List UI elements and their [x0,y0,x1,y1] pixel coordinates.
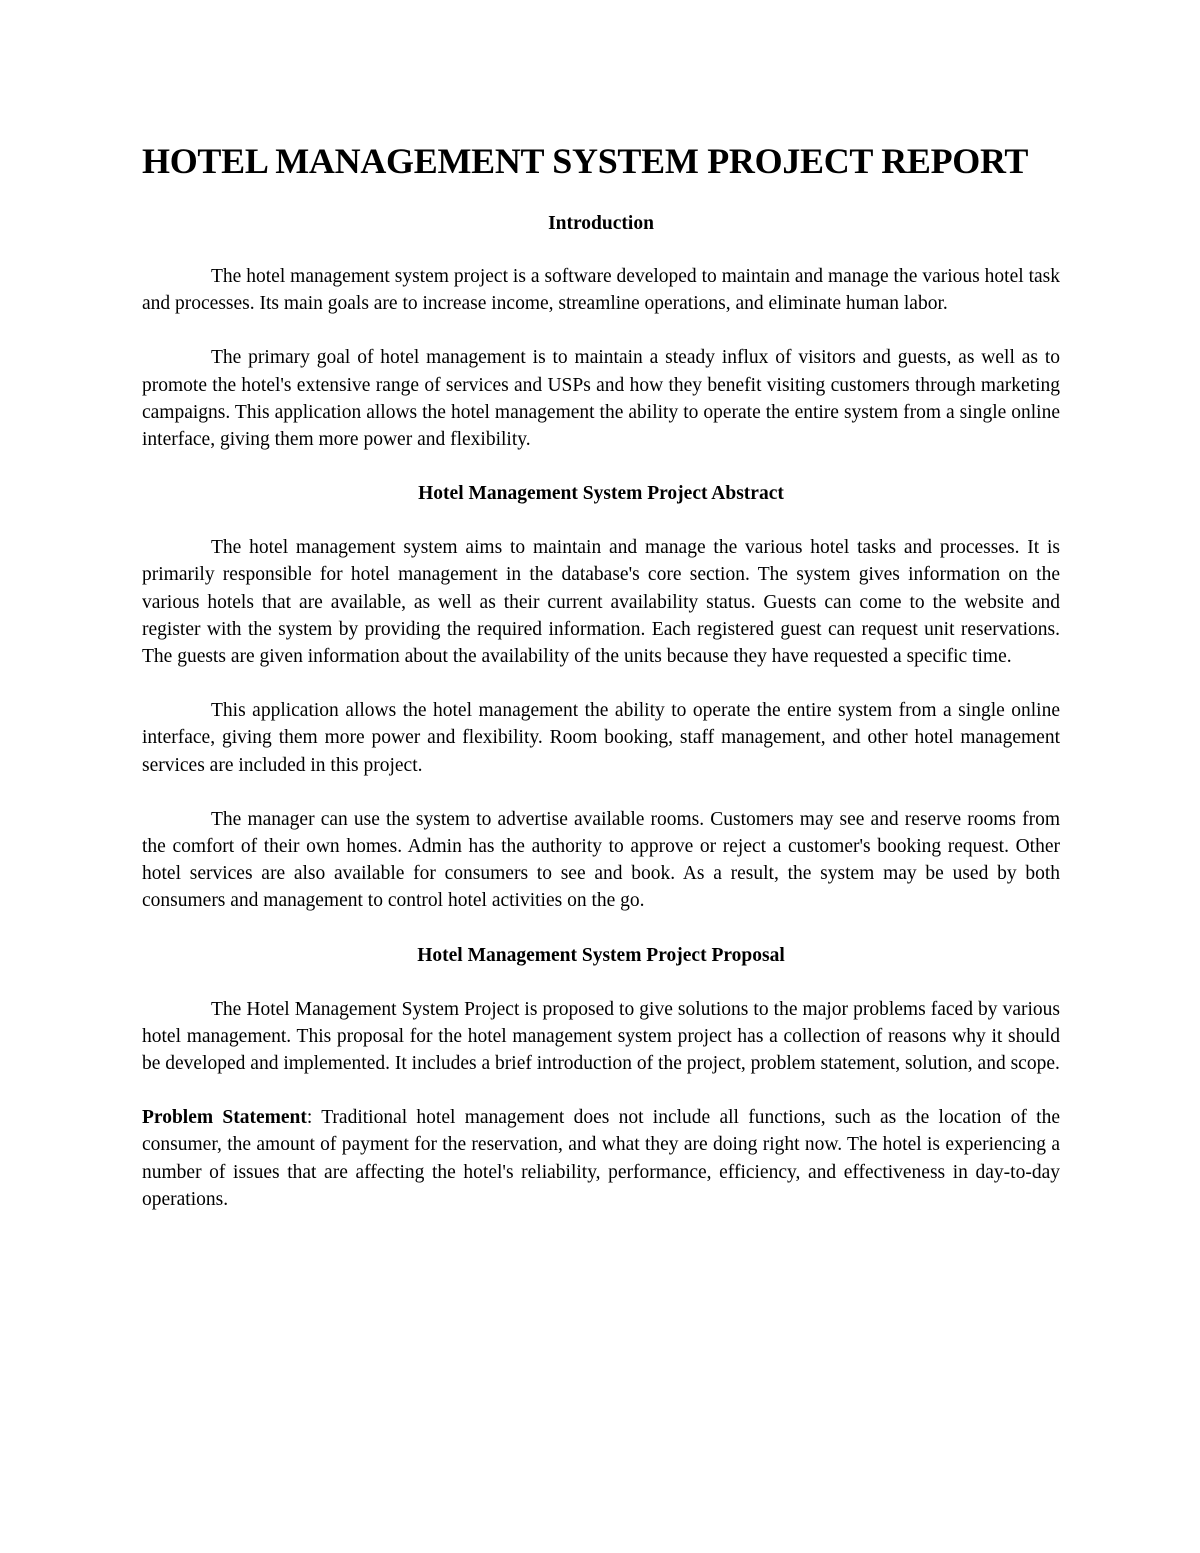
introduction-paragraph: The hotel management system project is a software developed to maintain and manage the various hotel task and processes. Its main goals are to increase income, streamline operations, and eliminate human labor. [142,266,1060,315]
problem-statement-text: : Traditional hotel management does not include all functions, such as the location of the consumer, the amount of payment for the reservation, and what they are doing right now. The hotel is experiencing a number of issues that are affecting the hotel's reliability, performance, efficiency, and effectiveness in day-to-day operations. [142,1107,1060,1210]
section-heading-abstract: Hotel Management System Project Abstract [418,483,784,505]
introduction-paragraph: The primary goal of hotel management is to maintain a steady influx of visitors and guests, as well as to promote the hotel's extensive range of services and USPs and how they benefit visiting customers through marketing campaigns. This application allows the hotel management the ability to operate the entire system from a single online interface, giving them more power and flexibility. [142,347,1060,451]
abstract-paragraph: The manager can use the system to advertise available rooms. Customers may see and reserve rooms from the comfort of their own homes. Admin has the authority to approve or reject a customer's booking request. Other hotel services are also available for consumers to see and book. As a result, the system may be used by both consumers and management to control hotel activities on the go. [142,808,1060,912]
document-body [142,138,1060,1213]
section-heading-proposal: Hotel Management System Project Proposal [417,944,785,966]
proposal-paragraph: The Hotel Management System Project is proposed to give solutions to the major problems faced by various hotel management. This proposal for the hotel management system project has a collection of reasons why it should be developed and implemented. It includes a brief introduction of the project, problem statement, solution, and scope. [142,998,1060,1075]
problem-statement-label: Problem Statement [142,1107,307,1129]
document-title: HOTEL MANAGEMENT SYSTEM PROJECT REPORT [142,141,1029,181]
problem-statement-paragraph [142,1104,1060,1213]
section-heading-introduction: Introduction [548,213,654,234]
abstract-paragraph: The hotel management system aims to maintain and manage the various hotel tasks and processes. It is primarily responsible for hotel management in the database's core section. The system gives information on the various hotels that are available, as well as their current availability status. Guests can come to the website and register with the system by providing the required information. Each registered guest can request unit reservations. The guests are given information about the availability of the units because they have requested a specific time. [142,537,1060,668]
abstract-paragraph: This application allows the hotel management the ability to operate the entire system from a single online interface, giving them more power and flexibility. Room booking, staff management, and other hotel management services are included in this project. [142,700,1060,776]
